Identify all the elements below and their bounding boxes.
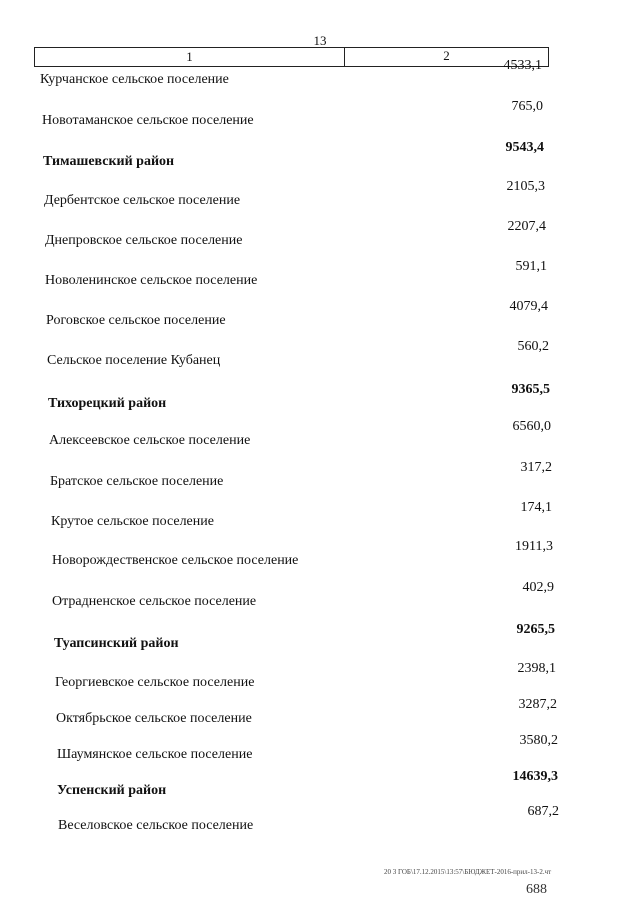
row-name: Веселовское сельское поселение bbox=[58, 818, 254, 833]
footer-page-number: 688 bbox=[526, 882, 547, 897]
table-row bbox=[0, 500, 640, 534]
row-value: 2105,3 bbox=[506, 179, 545, 194]
footer-file-code: 20 3 ГОБ\17.12.2015\13:57\БЮДЖЕТ-2016-прил-13-2.чт bbox=[384, 868, 552, 876]
table-row bbox=[0, 539, 640, 573]
row-name: Отрадненское сельское поселение bbox=[52, 594, 257, 609]
table-row bbox=[0, 259, 640, 293]
row-name: Георгиевское сельское поселение bbox=[55, 675, 255, 690]
row-name: Туапсинский район bbox=[54, 636, 179, 651]
table-row bbox=[0, 733, 640, 767]
row-value: 6560,0 bbox=[512, 419, 551, 434]
row-value: 765,0 bbox=[511, 99, 543, 114]
table-row bbox=[0, 661, 640, 695]
table-row bbox=[0, 99, 640, 133]
row-name: Крутое сельское поселение bbox=[51, 514, 214, 529]
row-name: Братское сельское поселение bbox=[50, 474, 224, 489]
row-value: 402,9 bbox=[522, 580, 554, 595]
row-name: Роговское сельское поселение bbox=[46, 313, 226, 328]
table-row bbox=[0, 580, 640, 614]
row-value: 560,2 bbox=[517, 339, 549, 354]
row-name: Успенский район bbox=[57, 783, 167, 798]
row-name: Новоленинское сельское поселение bbox=[45, 273, 258, 288]
row-value: 9265,5 bbox=[516, 622, 555, 637]
row-value: 2207,4 bbox=[507, 219, 546, 234]
row-value: 9365,5 bbox=[511, 382, 550, 397]
table-row bbox=[0, 697, 640, 731]
table-row bbox=[0, 419, 640, 453]
row-value: 591,1 bbox=[515, 259, 547, 274]
table-row-district bbox=[0, 622, 640, 656]
table-row-district bbox=[0, 769, 640, 803]
row-name: Новорождественское сельское поселение bbox=[52, 553, 299, 568]
row-name: Курчанское сельское поселение bbox=[40, 72, 229, 87]
table-row-district bbox=[0, 140, 640, 174]
row-name: Шаумянское сельское поселение bbox=[57, 747, 253, 762]
table-row bbox=[0, 179, 640, 213]
page-number: 13 bbox=[313, 33, 327, 48]
table-row bbox=[0, 804, 640, 838]
row-name: Октябрьское сельское поселение bbox=[56, 711, 252, 726]
table-row-district bbox=[0, 382, 640, 416]
row-name: Новотаманское сельское поселение bbox=[42, 113, 254, 128]
row-value: 174,1 bbox=[520, 500, 552, 515]
table-row bbox=[0, 58, 640, 92]
row-value: 317,2 bbox=[520, 460, 552, 475]
row-value: 4533,1 bbox=[503, 58, 542, 73]
row-value: 2398,1 bbox=[517, 661, 556, 676]
row-name: Дербентское сельское поселение bbox=[44, 193, 241, 208]
row-value: 687,2 bbox=[527, 804, 559, 819]
row-name: Днепровское сельское поселение bbox=[45, 233, 243, 248]
table-row bbox=[0, 460, 640, 494]
row-value: 9543,4 bbox=[505, 140, 544, 155]
row-name: Тимашевский район bbox=[43, 154, 175, 169]
row-name: Сельское поселение Кубанец bbox=[47, 353, 221, 368]
table-row bbox=[0, 219, 640, 253]
table-row bbox=[0, 299, 640, 333]
row-value: 3580,2 bbox=[519, 733, 558, 748]
row-value: 3287,2 bbox=[518, 697, 557, 712]
table-row bbox=[0, 339, 640, 373]
row-name: Алексеевское сельское поселение bbox=[49, 433, 251, 448]
row-name: Тихорецкий район bbox=[48, 396, 167, 411]
row-value: 4079,4 bbox=[509, 299, 548, 314]
column-header-2: 2 bbox=[443, 48, 450, 63]
row-value: 1911,3 bbox=[515, 539, 553, 554]
column-header-1: 1 bbox=[35, 48, 345, 66]
row-value: 14639,3 bbox=[512, 769, 558, 784]
